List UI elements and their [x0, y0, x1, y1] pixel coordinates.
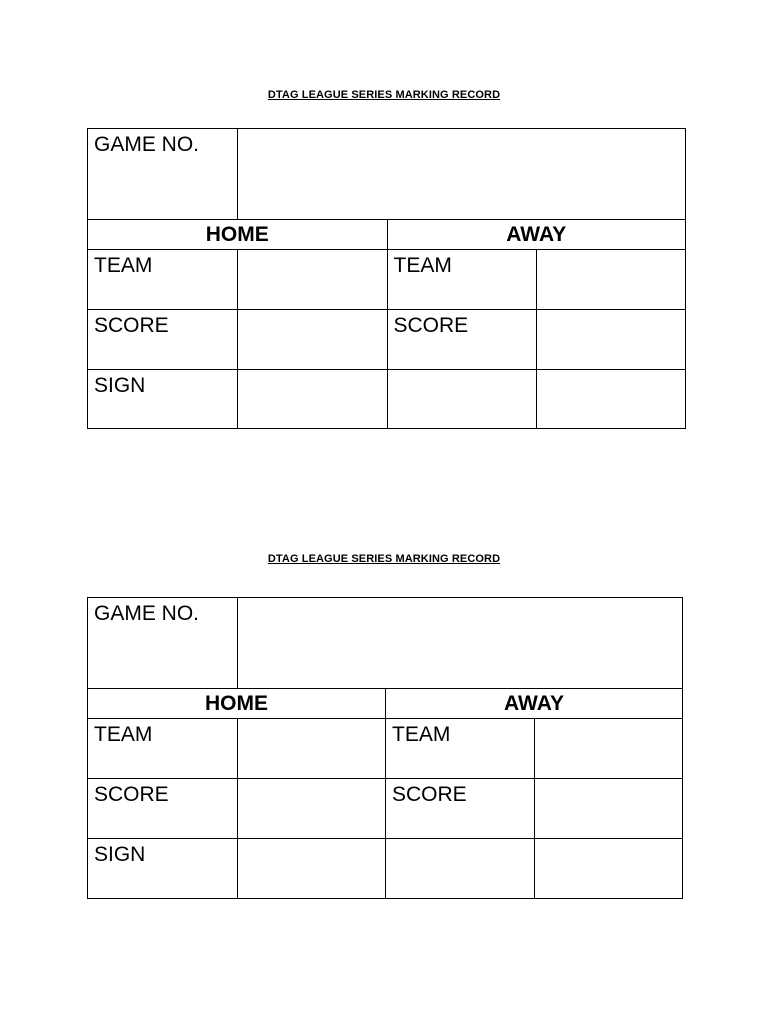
- away-score-field[interactable]: [536, 310, 685, 369]
- home-header: HOME: [205, 222, 269, 246]
- away-team-field[interactable]: [534, 719, 683, 778]
- home-header: HOME: [205, 691, 268, 715]
- sign-row: [88, 369, 685, 429]
- home-sign-field[interactable]: [237, 370, 386, 429]
- game-no-field[interactable]: [237, 129, 685, 219]
- away-team-label-cell: [385, 719, 534, 778]
- home-sign-field[interactable]: [237, 839, 386, 898]
- header-row: [88, 688, 682, 718]
- game-no-row: [88, 598, 682, 688]
- away-score-label: SCORE: [393, 314, 469, 337]
- home-score-label-cell: [88, 310, 237, 369]
- away-score-label-cell: [385, 779, 534, 838]
- away-sign-field-1[interactable]: [387, 370, 536, 429]
- score-row: [88, 309, 685, 369]
- sign-label: SIGN: [94, 374, 146, 397]
- record-title: DTAG LEAGUE SERIES MARKING RECORD: [267, 89, 501, 101]
- away-sign-field-2[interactable]: [536, 370, 685, 429]
- home-score-label: SCORE: [94, 783, 169, 806]
- home-team-label: TEAM: [94, 723, 153, 746]
- home-score-field[interactable]: [237, 779, 386, 838]
- away-team-label: TEAM: [392, 723, 451, 746]
- away-header: AWAY: [387, 220, 686, 249]
- game-no-label: GAME NO.: [94, 133, 200, 156]
- record-title: DTAG LEAGUE SERIES MARKING RECORD: [267, 553, 501, 565]
- sign-row: [88, 838, 682, 898]
- game-no-label-cell: [88, 598, 237, 688]
- away-team-field[interactable]: [536, 250, 685, 309]
- home-team-label: TEAM: [94, 254, 153, 277]
- team-row: [88, 249, 685, 309]
- away-sign-field-1[interactable]: [385, 839, 534, 898]
- home-score-field[interactable]: [237, 310, 386, 369]
- away-header: AWAY: [385, 689, 682, 718]
- home-score-label-cell: [88, 779, 237, 838]
- score-row: [88, 778, 682, 838]
- game-no-row: [88, 129, 685, 219]
- home-team-label-cell: [88, 719, 237, 778]
- away-team-label: TEAM: [393, 254, 452, 277]
- sign-label: SIGN: [94, 843, 146, 866]
- marking-record-table: [87, 597, 683, 899]
- header-row: [88, 219, 685, 249]
- home-score-label: SCORE: [94, 314, 169, 337]
- team-row: [88, 718, 682, 778]
- home-team-field[interactable]: [237, 719, 386, 778]
- away-score-label-cell: [387, 310, 536, 369]
- away-sign-field-2[interactable]: [534, 839, 683, 898]
- game-no-label: GAME NO.: [94, 602, 200, 625]
- game-no-field[interactable]: [237, 598, 682, 688]
- marking-record-table: [87, 128, 686, 429]
- game-no-label-cell: [88, 129, 237, 219]
- home-team-label-cell: [88, 250, 237, 309]
- away-score-label: SCORE: [392, 783, 467, 806]
- home-team-field[interactable]: [237, 250, 386, 309]
- away-score-field[interactable]: [534, 779, 683, 838]
- sign-label-cell: [88, 839, 237, 898]
- sign-label-cell: [88, 370, 237, 429]
- away-team-label-cell: [387, 250, 536, 309]
